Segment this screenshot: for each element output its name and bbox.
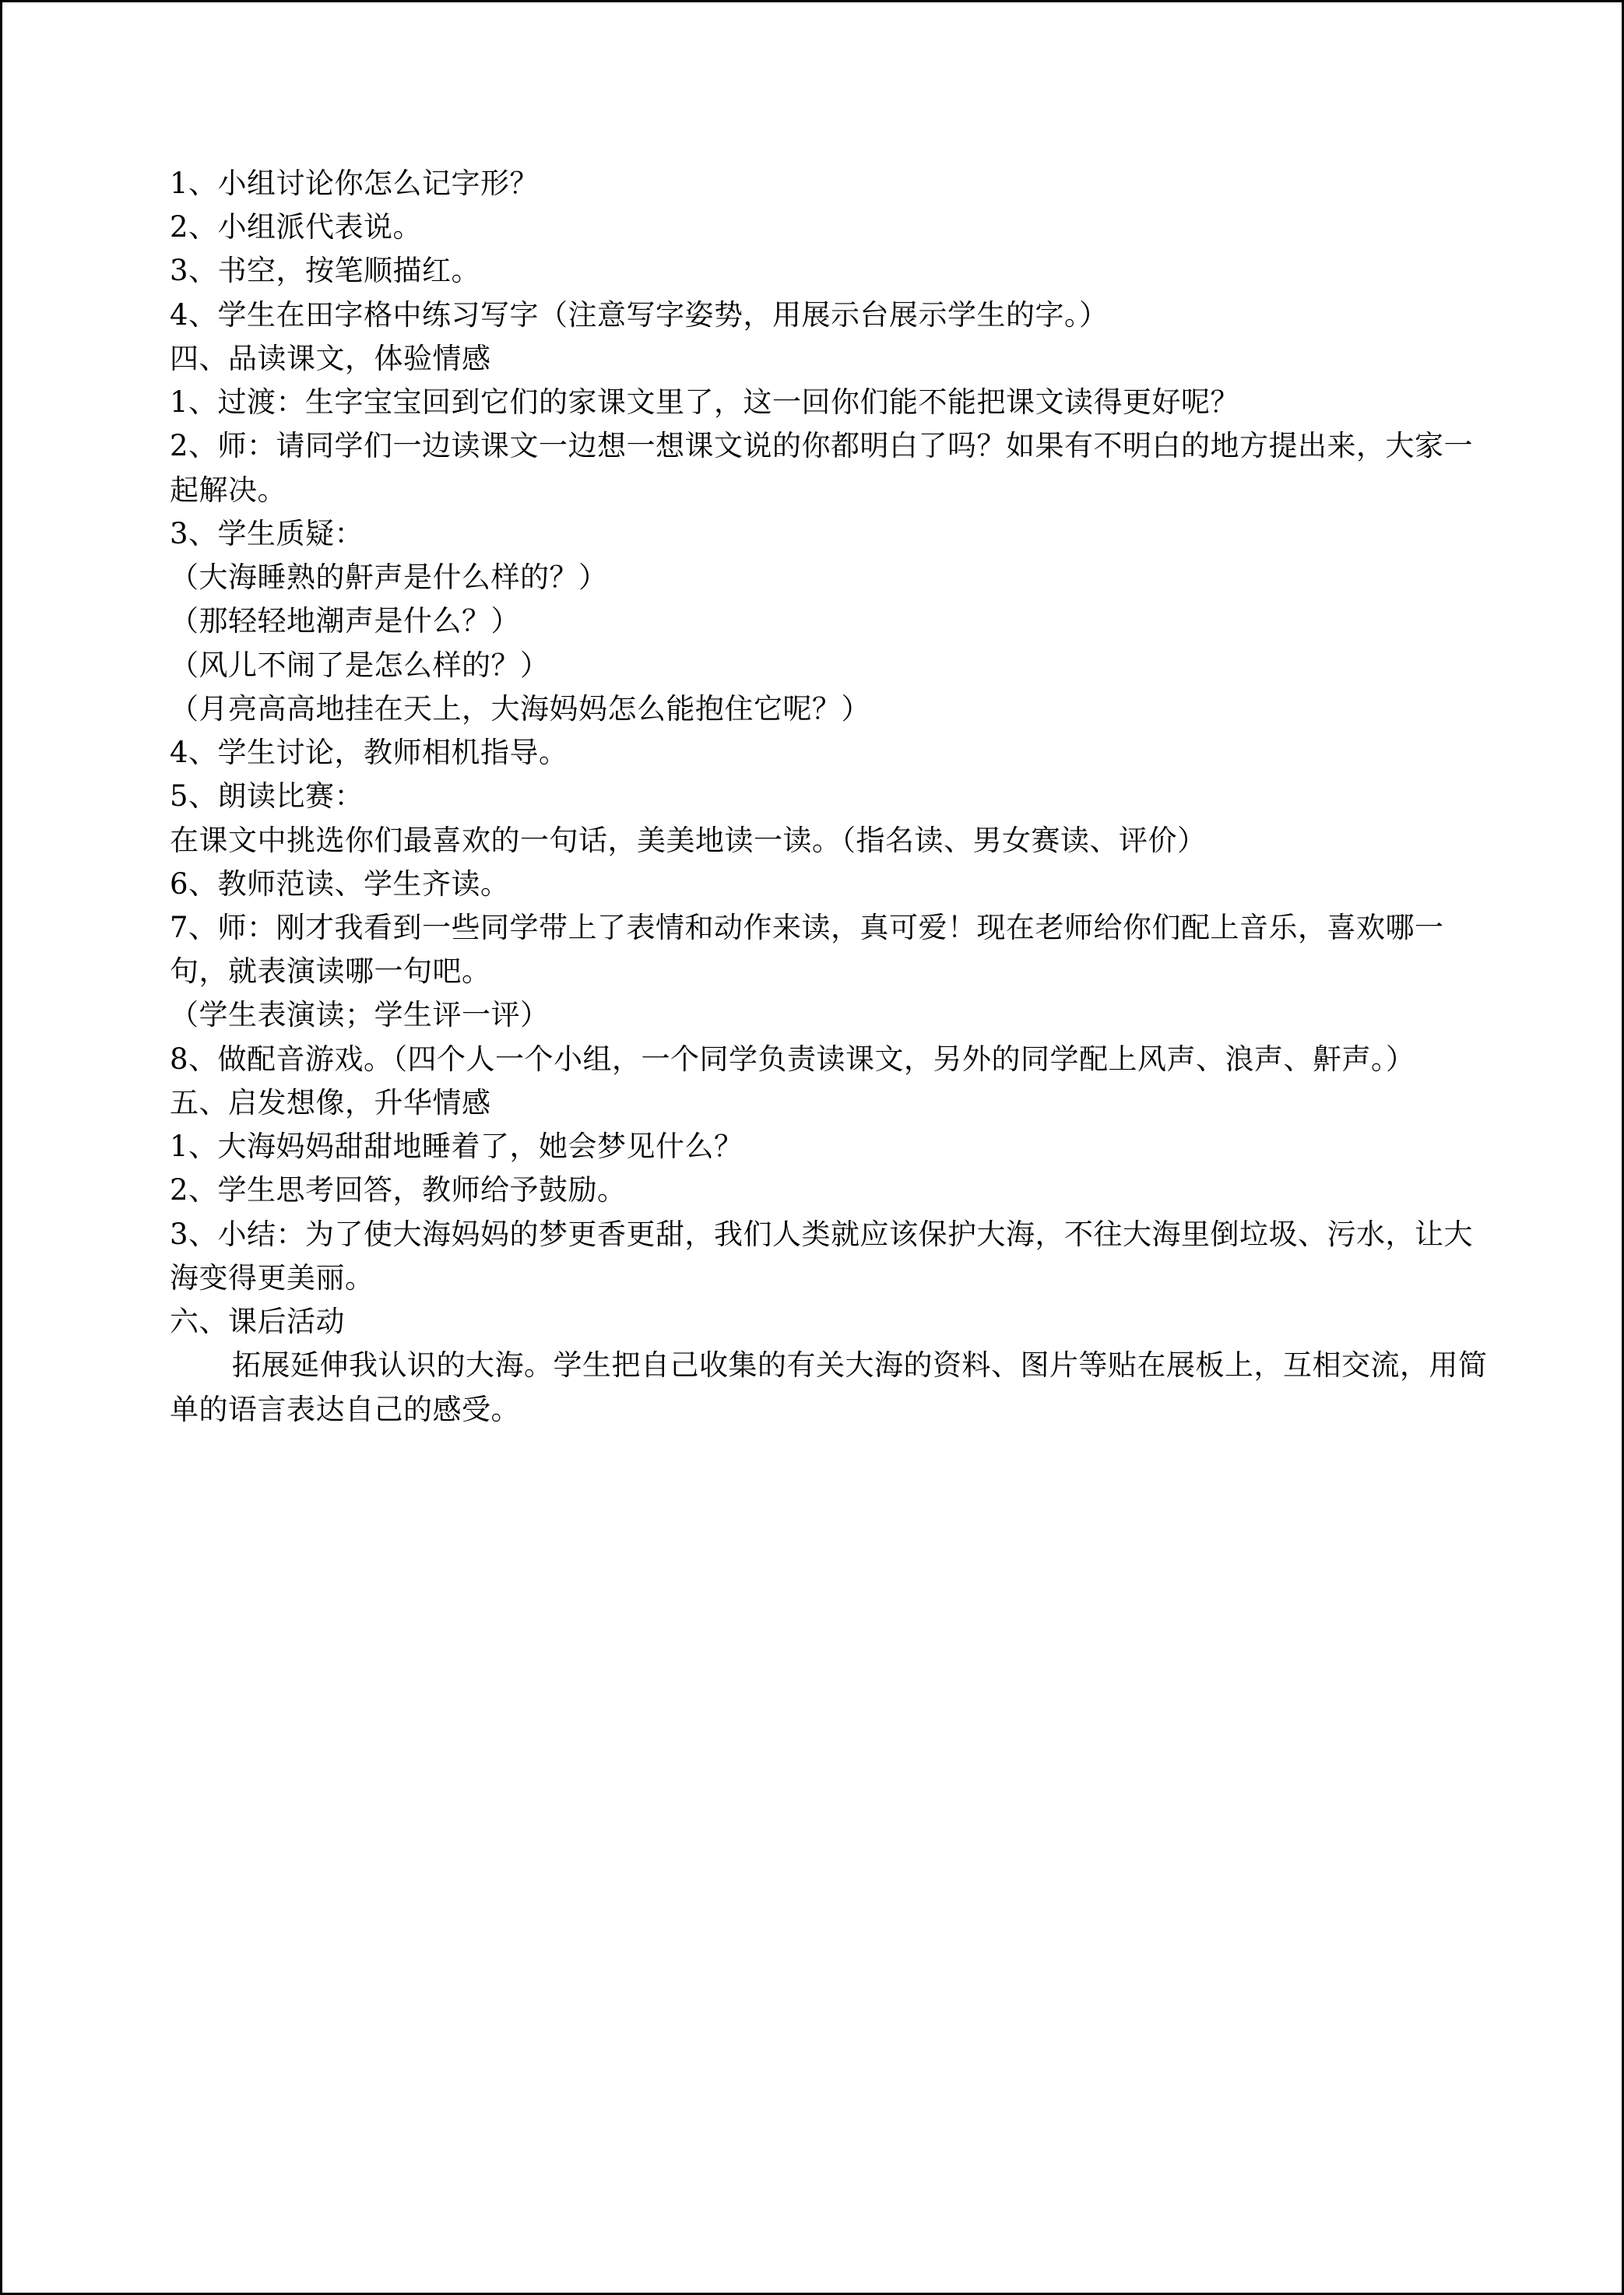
text-line: 2、小组派代表说。 <box>170 210 423 244</box>
text-line: 2、师：请同学们一边读课文一边想一想课文说的你都明白了吗？如果有不明白的地方提出来，大家一起解决。 <box>170 429 1474 507</box>
section-heading: 六、课后活动 <box>170 1305 345 1339</box>
text-line: （月亮高高地挂在天上，大海妈妈怎么能抱住它呢？） <box>170 691 870 726</box>
text-line: 1、过渡：生字宝宝回到它们的家课文里了，这一回你们能不能把课文读得更好呢？ <box>170 385 1240 420</box>
text-line: 1、小组讨论你怎么记字形？ <box>170 167 540 200</box>
text-line: 7、师：刚才我看到一些同学带上了表情和动作来读，真可爱！现在老师给你们配上音乐，喜欢哪一句，就表演读哪一句吧。 <box>170 910 1444 989</box>
text-line: 6、教师范读、学生齐读。 <box>170 866 510 901</box>
text-line: （风儿不闹了是怎么样的？） <box>170 648 550 682</box>
text-line: 2、学生思考回答，教师给予鼓励。 <box>170 1173 627 1207</box>
text-line: 1、大海妈妈甜甜地睡着了，她会梦见什么？ <box>170 1130 743 1164</box>
text-line: （大海睡熟的鼾声是什么样的？） <box>170 561 608 595</box>
text-line: 3、书空，按笔顺描红。 <box>170 254 481 288</box>
text-line: 5、朗读比赛： <box>170 779 364 814</box>
text-line: 在课文中挑选你们最喜欢的一句话，美美地读一读。（指名读、男女赛读、评价） <box>170 823 1207 857</box>
text-line: 3、学生质疑： <box>170 516 364 550</box>
document-body <box>170 162 1493 1432</box>
text-line: （学生表演读；学生评一评） <box>170 998 550 1032</box>
text-line: 4、学生讨论，教师相机指导。 <box>170 736 568 770</box>
text-line: （那轻轻地潮声是什么？） <box>170 604 520 638</box>
section-heading: 四、品读课文，体验情感 <box>170 341 491 375</box>
text-line: 4、学生在田字格中练习写字（注意写字姿势，用展示台展示学生的字。） <box>170 297 1109 332</box>
text-line: 8、做配音游戏。（四个人一个小组，一个同学负责读课文，另外的同学配上风声、浪声、鼾声。） <box>170 1042 1415 1076</box>
text-line: 3、小结：为了使大海妈妈的梦更香更甜，我们人类就应该保护大海，不往大海里倒垃圾、污水，让大海变得更美丽。 <box>170 1217 1474 1295</box>
closing-paragraph: 拓展延伸我认识的大海。学生把自己收集的有关大海的资料、图片等贴在展板上，互相交流，用简单的语言表达自己的感受。 <box>170 1348 1488 1426</box>
section-heading: 五、启发想像，升华情感 <box>170 1085 491 1119</box>
